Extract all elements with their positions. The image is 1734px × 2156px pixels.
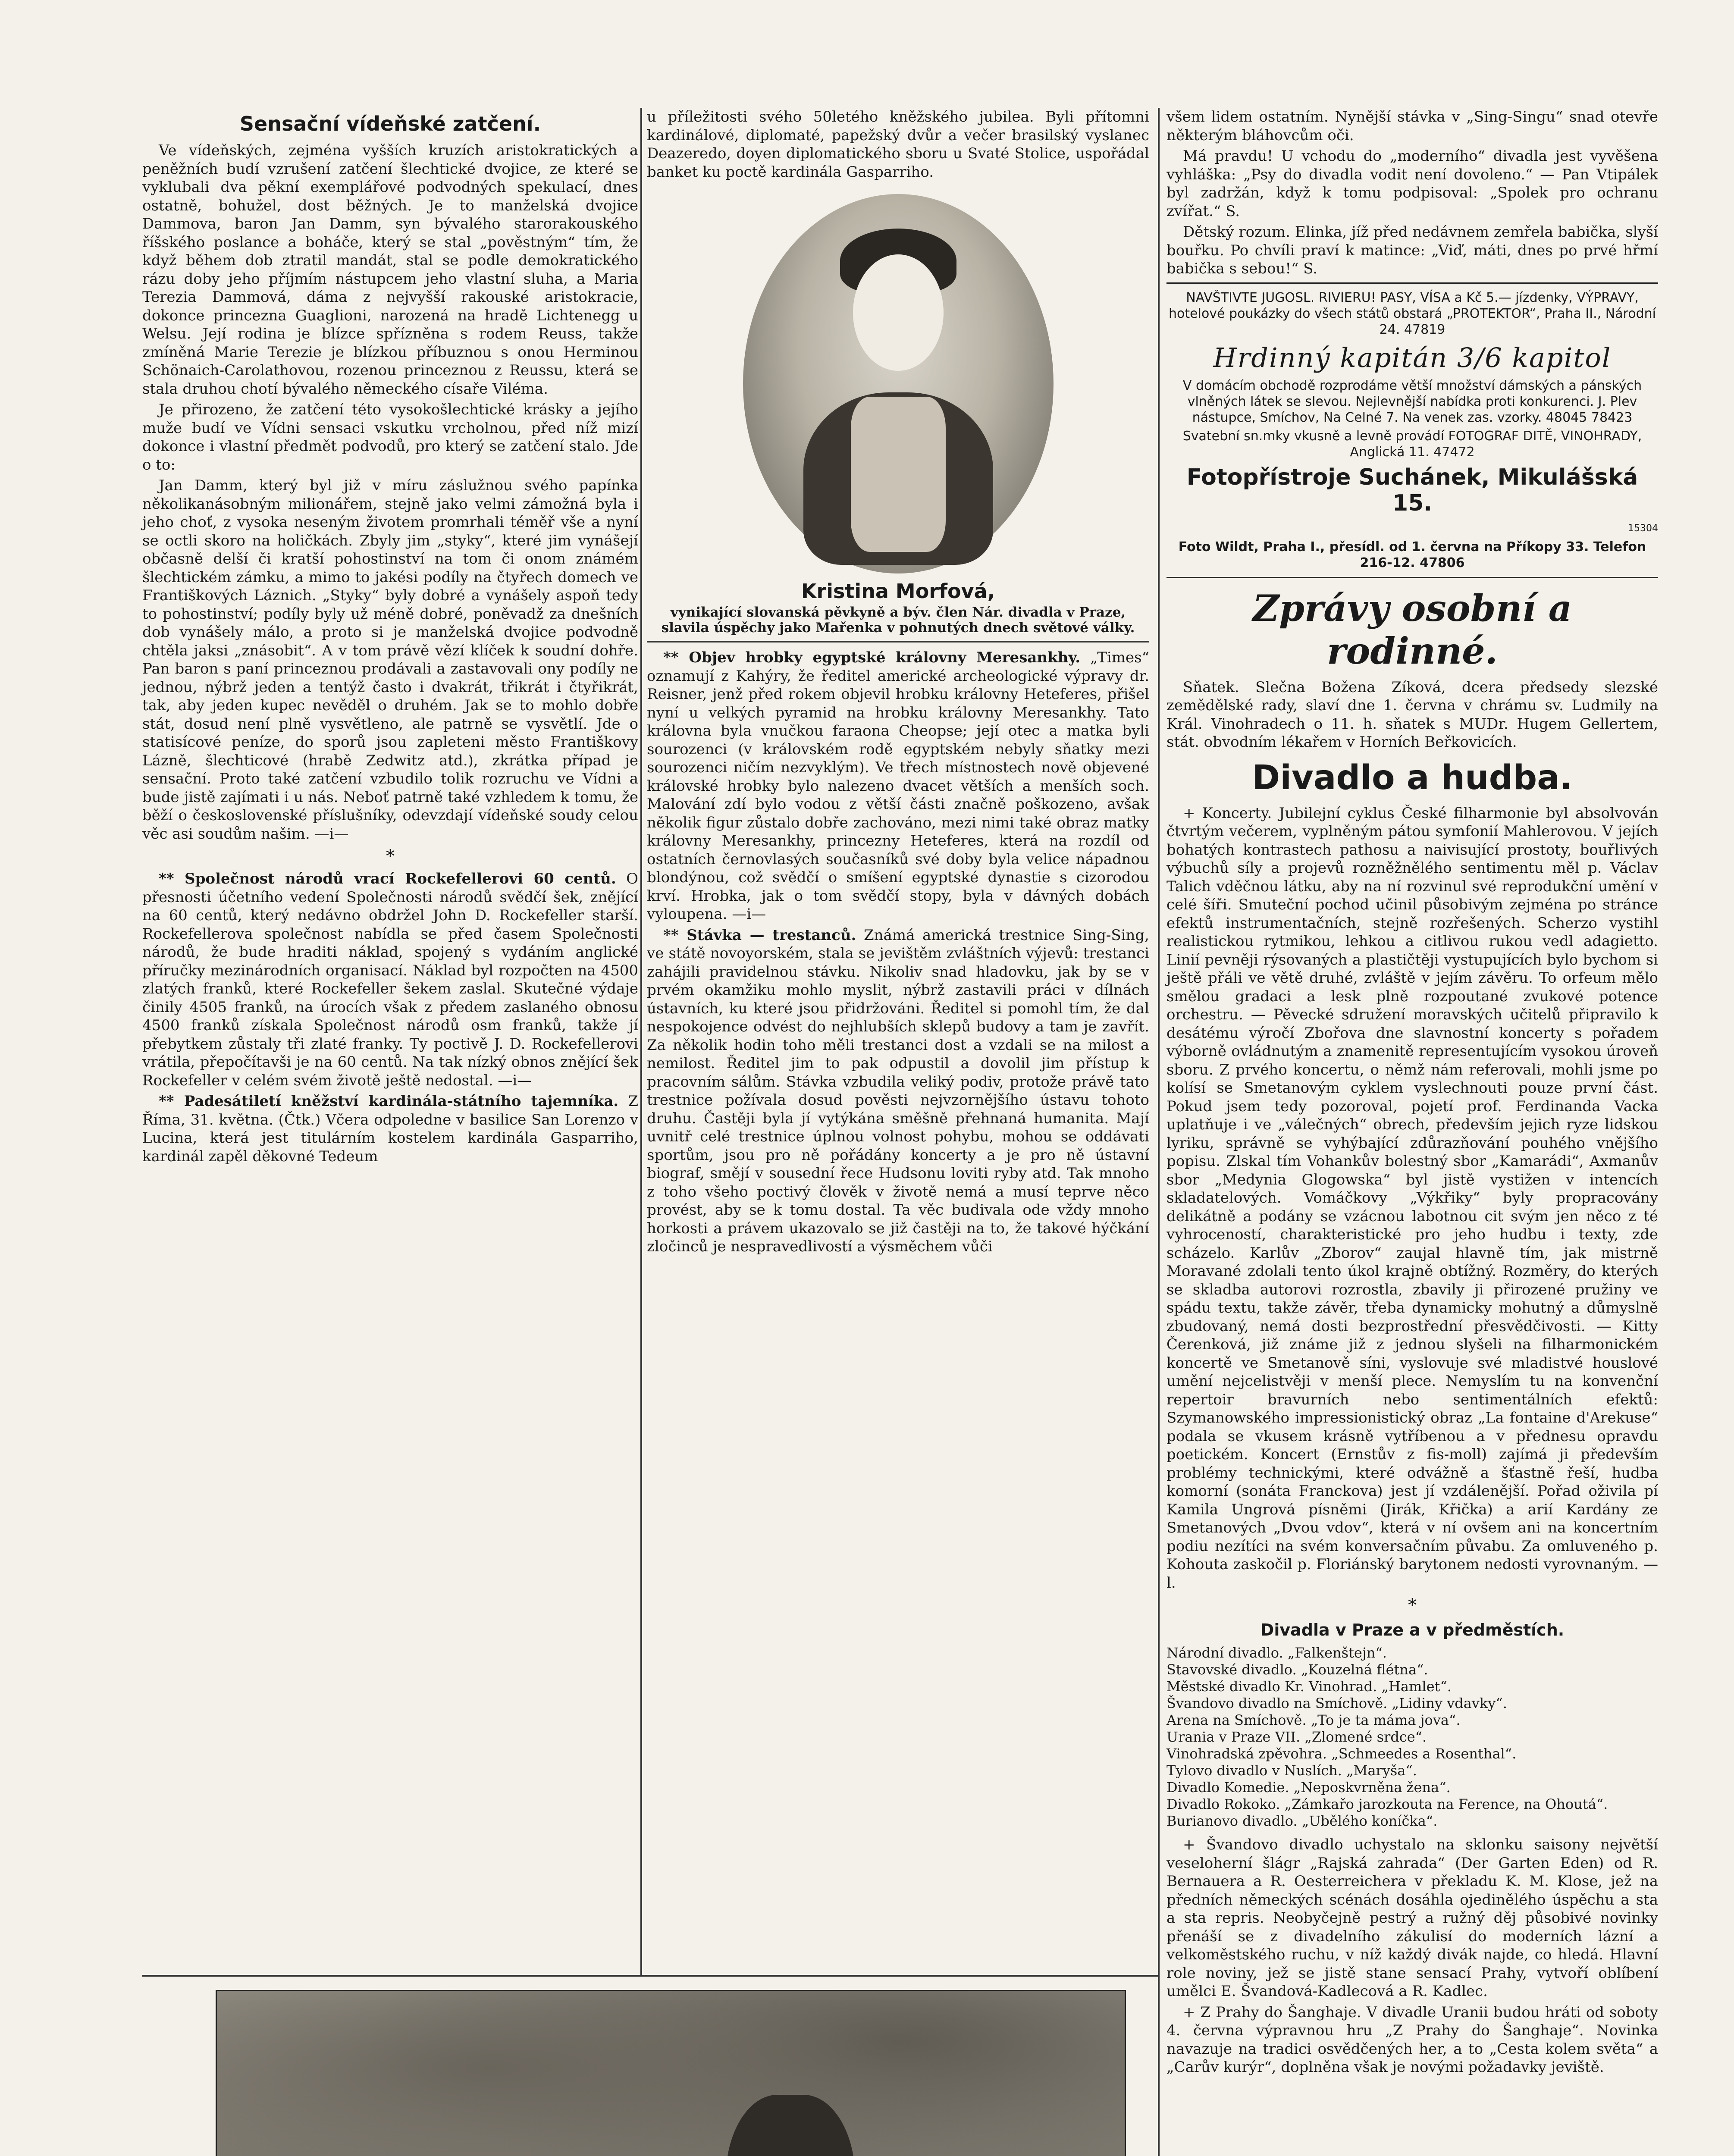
section-theatre-music: Divadlo a hudba. — [1252, 758, 1573, 797]
section-personal-news: Zprávy osobní a rodinné. — [1252, 586, 1572, 672]
separator-star: * — [386, 846, 395, 866]
article-singsing-text: Známá americká trestnice Sing-Sing, ve státě novoyorském, stala se jevištěm zvláštních výjevů: trestanci zahájili pravidelnou stávku. Nikoliv snad hladovku, jak by se v prvém okamžiku mohlo myslit, nýbrž zastavili práci v dílnách ústavních, ku které jsou přidržováni. Ředitel si pomohl tím, že dal nespokojence odvést do nejhlubších sklepů budovy a tam je zavřít. Za několik hodin toho měli trestanci dost a vzdali se na milost a nemilost. Ředitel jim to pak odpustil a dovolil jim přístup k pracovním sálům. Stávka vzbudila veliký podiv, protože právě tato trestnice požívala dosud pověsti nejvzornějšího ústavu tohoto druhu. Častěji byla jí vytýkána směšně přehnaná humanita. Mají uvnitř celé trestnice úplnou volnost pohybu, mohou se oddávati sportům, jsou pro ně pořádány koncerty a je pro ně ústavní biograf, smějí v sousední řece Hudsonu loviti ryby atd. Tak mnoho z toho všeho poctivý člověk v životě nemá a musí teprve něco provést, aby se k tomu dostal. Ta věc budivala ode vždy mnoho horkosti a právem ukazovalo se již častěji na to, že takové hýčkání zločinců je nespravedlivostí a výsměchem vůči — [647, 926, 1149, 1255]
ad-photographer-dite: Svatební sn.mky vkusně a levně provádí FOTOGRAF DITĚ, VINOHRADY, Anglická 11. 47472 — [1182, 428, 1642, 460]
article-gasparri-text: Z Říma, 31. května. (Čtk.) Včera odpoledne v basilice San Lorenzo v Lucina, která jest titulárním kostelem kardinála Gasparriho, kardinál zapěl děkovné Tedeum — [142, 1093, 639, 1165]
article-gasparri-title: ** Padesátiletí kněžství kardinála-státního tajemníka. — [159, 1093, 619, 1110]
sanghai-notice: + Z Prahy do Šanghaje. V divadle Uranii budou hráti od soboty 4. června výpravnou hru „Z Prahy do Šanghaje“. Novinka navazuje na tradici osvědčených her, a to „Cesta kolem světa“ a „Carův kurýr“, doplněna však je novými požadavky jeviště. — [1166, 2003, 1658, 2076]
joke-child: Dětský rozum. Elinka, jíž před nedávnem zemřela babička, slyší bouřku. Po chvíli praví k matince: „Viď, máti, dnes po prvé hřmí babička s sebou!“ S. — [1166, 223, 1658, 277]
ad-suchanek-number: 15304 — [1628, 523, 1658, 534]
article-gasparri — [142, 1092, 638, 1166]
theatre-list — [1166, 1645, 1658, 1830]
theatre-list-title: Divadla v Praze a v předměstích. — [1260, 1620, 1565, 1639]
article-rockefeller — [142, 870, 638, 1090]
joke-theatre: Má pravdu! U vchodu do „moderního“ divadla jest vyvěšena vyhláška: „Psy do divadla vodit není dovoleno.“ — Pan Vtipálek byl zadržán, když k tomu podpisoval: „Spolek pro ochranu zvířat.“ S. — [1166, 147, 1658, 220]
article-vienna-p3: Jan Damm, který byl již v míru záslužnou svého papínka několikanásobným milionářem, stejně jako velmi zámožná byla i jeho choť, z vysoka neseným životem promrhali téměř vše a nyní se octli skoro na holičkách. Zbyly jim „styky“, které jim vynášejí občasně delší či kratší pohostinství na tom či onom známém šlechtickém zámku, a mimo to jakési podíly na čtyřech domech ve Františkových Láznich. „Styky“ byly dobré a vynášely aspoň tedy to pohostinství; podíly byly už méně dobré, poněvadž za dnešních dob vynášely málo, a proto si je manželská dvojice podvodně chtěla jaksi „znásobit“. A v tom právě vězí klíček k soudní dohře. Pan baron s paní princeznou prodávali a zastavovali ony podíly ne jednou, nýbrž jeden a tentýž často i dvakrát, třikrát i čtyřikrát, tak, aby jeden kupec nevěděl o druhém. Jak se to mohlo dobře stát, dosud není plně vysvětleno, ale patrně se vysvětlí. Jde o statisícové peníze, do sporů jsou zapleteni město Františkovy Lázně, šlechticové (hrabě Zedwitz atd.), zkrátka případ je sensační. Proto také zatčení vzbudilo tolik rozruchu ve Vídni a bude jistě zajímati i u nás. Neboť patrně také vzhledem k tomu, že běží o československé příslušníky, odevzdají vídeňské soudy celou věc asi soudům našim. —i— — [142, 477, 638, 843]
wedding-notice: Sňatek. Slečna Božena Zíková, dcera předsedy slezské zemědělské rady, slaví dne 1. června v chrámu sv. Ludmily na Král. Vinohradech o 11. h. sňatek s MUDr. Hugem Gellertem, stát. obvodním lékařem v Horních Beřkovicích. — [1166, 678, 1658, 751]
portrait-photo — [743, 194, 1054, 573]
theatre-item: Městské divadlo Kr. Vinohrad. „Hamlet“. — [1166, 1678, 1452, 1695]
ad-handwritten: Hrdinný kapitán 3/6 kapitol — [1213, 342, 1612, 373]
portrait-rule — [647, 641, 1149, 642]
column-middle — [647, 108, 1149, 1259]
svanda-notice: + Švandovo divadlo uchystalo na sklonku saisony největší veseloherní šlágr „Rajská zahrada“ (Der Garten Eden) od R. Bernauera a R. Oesterreichera v překladu K. M. Klose, jež na předních německých scénách dosáhla ojedinělého úspěchu a sta a sta repris. Neobyčejně pestrý a ružný děj působivé novinky přenáší se z divadelního zákulisí do moderních lázní a velkoměstského ruchu, v níž každý divák najde, co hledá. Hlavní role noviny, jež se jistě stane sensací Prahy, vytvoří oblíbení umělci E. Švandová-Kadlecová a R. Kadlec. — [1166, 1836, 1658, 2000]
motorcycle-photo — [216, 1990, 1126, 2156]
separator-star-2: * — [1408, 1595, 1417, 1615]
ad-foto-wildt: Foto Wildt, Praha I., přesídl. od 1. června na Příkopy 33. Telefon 216-12. 47806 — [1178, 539, 1646, 570]
theatre-item: Švandovo divadlo na Smíchově. „Lidiny vdavky“. — [1166, 1695, 1507, 1711]
ad-fabrics: V domácím obchodě rozprodáme větší množství dámských a pánských vlněných látek se slevou. Nejlevnější nabídka proti konkurenci. J. Plev nástupce, Smíchov, Na Celné 7. Na venek zas. vzorky. 48045 78423 — [1182, 378, 1642, 425]
article-egypt — [647, 649, 1149, 924]
article-singsing-cont: všem lidem ostatním. Nynější stávka v „Sing-Singu“ snad otevře některým bláhovcům oči. — [1166, 108, 1658, 144]
column-right — [1166, 108, 1658, 2079]
column-rule-2 — [1158, 108, 1160, 2156]
theatre-item: Tylovo divadlo v Nuslích. „Maryša“. — [1166, 1762, 1417, 1779]
article-vienna-p1: Ve vídeňských, zejména vyšších kruzích aristokratických a peněžních budí vzrušení zatčení šlechtické dvojice, ze které se vyklubali dva pěkní exemplářové podvodných spekulací, dnes ostatně, bohužel, dost běžných. Je to manželská dvojice Dammova, baron Jan Damm, syn bývalého starorakouského říšského poslance a boháče, který se stal „pověstným“ tím, že když během dob ztratil mandát, stal se podle demokratického rázu doby jeho příjmím nástupcem jeho vlastní sluha, a Maria Terezia Dammová, dáma z nejvyšší rakouské aristokracie, dokonce princezna Guaglioni, narozená na hradě Lichtenegg u Welsu. Její rodina je blízce spřízněna s rodem Reuss, takže zmíněná Marie Terezie je blízkou příbuznou s onou Herminou Schönaich-Carolathovou, rozenou princeznou z Reussu, která se stala druhou chotí bývalého německého císaře Viléma. — [142, 142, 638, 398]
ad-protektor: NAVŠTIVTE JUGOSL. RIVIERU! PASY, VÍSA a Kč 5.— jízdenky, VÝPRAVY, hotelové poukázky do všech států obstará „PROTEKTOR“, Praha II., Národní 24. 47819 — [1169, 290, 1656, 337]
article-gasparri-cont: u příležitosti svého 50letého kněžského jubilea. Byli přítomni kardinálové, diplomaté, papežský dvůr a večer brasilský vyslanec Deazeredo, doyen diplomatického sboru u Svaté Stolice, uspořádal banket ku poctě kardinála Gasparriho. — [647, 108, 1149, 181]
theatre-item: Divadlo Rokoko. „Zámkařo jarozkouta na Ference, na Ohoutá“. — [1166, 1796, 1608, 1812]
theatre-item: Vinohradská zpěvohra. „Schmeedes a Rosenthal“. — [1166, 1745, 1517, 1762]
article-egypt-title: ** Objev hrobky egyptské královny Meresankhy. — [663, 649, 1081, 666]
theatre-item: Arena na Smíchově. „To je ta máma jova“. — [1166, 1712, 1461, 1728]
ads-block — [1166, 282, 1658, 578]
theatre-item: Divadlo Komedie. „Neposkvrněna žena“. — [1166, 1779, 1451, 1796]
headline-vienna-arrest: Sensační vídeňské zatčení. — [239, 112, 541, 135]
photo-top-rule — [142, 1975, 1158, 1977]
article-singsing — [647, 926, 1149, 1256]
portrait-name: Kristina Morfová, — [801, 580, 995, 603]
theatre-item: Národní divadlo. „Falkenštejn“. — [1166, 1645, 1387, 1661]
theatre-item: Burianovo divadlo. „Ubělého koníčka“. — [1166, 1813, 1438, 1829]
article-rockefeller-text: O přesnosti účetního vedení Společnosti národů svědčí šek, znějící na 60 centů, který nedávno obdržel John D. Rockefeller starší. Rockefellerova společnost nabídla se před časem Společnosti národů, že bude hraditi náklad, spojený s vydáním anglické příručky mezinárodních organisací. Náklad byl rozpočten na 4500 zlatých franků, které Rockefeller šekem zaslal. Skutečné výdaje činily 4505 franků, na úrocích však z předem zaslaného obnosu 4500 franků získala Společnost národů osm franků, takže jí přebytkem zůstaly tři zlaté franky. Ty poctivě J. D. Rockefellerovi vrátila, přepočítavši je na 60 centů. Na tak nízký obnos znějící šek Rockefeller v celém svém životě ještě nedostal. —i— — [142, 870, 639, 1089]
theatre-item: Urania v Praze VII. „Zlomené srdce“. — [1166, 1729, 1427, 1745]
column-left — [142, 108, 638, 1168]
concert-review: + Koncerty. Jubilejní cyklus České filharmonie byl absolvován čtvrtým večerem, vyplněným pátou symfonií Mahlerovou. V jejích bohatých kontrastech pathosu a naivisující prostoty, bouřlivých výbuchů síly a projevů rozněžnělého sentimentu měl p. Václav Talich vděčnou látku, aby na ní rozvinul své reprodukční umění v celé šíři. Smuteční pochod učinil působivým zejména po stránce efektů instrumentačních, stejně rozřešených. Scherzo vystihl realistickou rytmikou, lehkou a citlivou rukou vedl adagietto. Linií pevněji rýsovaných a plastičtěji vystupujících bylo bychom si ještě přáli ve větě druhé, zvláště v jejím závěru. To orfeum mělo smělou gradaci a lesk plně rozpoutané zvukové potence orchestru. — Pěvecké sdružení moravských učitelů připravilo k desátému výročí Zbořova dne slavnostní koncerty s pořadem výborně ovládnutým a znamenitě representujícím vysokou úroveň sboru. Z prvého koncertu, o němž nám referovali, mohli jsme po kolísí se Smetanovým cyklem vyslechnouti pouze první část. Pokud jsem tedy pozoroval, pojetí prof. Ferdinanda Vacka uplatňuje i ve „válečných“ obrech, především jejich ryze lidskou lyriku, správně se vyhýbající zdůrazňování pouhého vnějšího popisu. Zlskal tím Vohankův bolestný sbor „Kamarádi“, Axmanův sbor „Medynia Glogowska“ byl jistě vystižen v intencích skladatelových. Vomáčkovy „Výkřiky“ byly propracovány delikátně a podány se vzácnou labotnou cit svým jen něco z té vyhroceností, charakteristické pro jeho hudbu i texty, zde scházelo. Karlův „Zborov“ zaujal hlavně tím, jak mistrně Moravané zdolali tento úkol krajně obtížný. Rozměry, do kterých se skladba autorovi rozrostla, zbavily ji přirozené pružiny ve spádu textu, takže závěr, třeba dynamicky mohutný a důmyslně zbudovaný, nemá dosti bezprostřední přesvědčivosti. — Kitty Čerenková, již známe již z jednou slyšeli na filharmonickém koncertě ve Smetanově síni, vyslovuje své mladistvé houslové umění nejcelistvěji v menší plece. Nemyslím tu na konvenční repertoir bravurních nebo sentimentálních efektů: Szymanowského impressionistický obraz „La fontaine d'Arekuse“ podala se vkusem krásně vytříbenou a v přednesu opravdu poetickém. Koncert (Ernstův z fis-moll) zajímá ji především problémy technickými, které odvážně a šťastně řeší, hudba komorní (sonáta Franckova) jest jí vzdálenější. Pořad oživila pí Kamila Ungrová písněmi (Jirák, Křička) a arií Kardány ze Smetanových „Dvou vdov“, která v ní ovšem ani na koncertním podiu nezítíci na svém konversačním půvabu. Za omluveného p. Kohouta zaskočil p. Floriánský barytonem nedosti vyrovnaným. —l. — [1166, 804, 1658, 1592]
theatre-item: Stavovské divadlo. „Kouzelná flétna“. — [1166, 1661, 1428, 1678]
article-rockefeller-title: ** Společnost národů vrací Rockefellerovi 60 centů. — [159, 870, 616, 887]
portrait-caption: vynikající slovanská pěvkyně a býv. člen Nár. divadla v Praze, slavila úspěchy jako Mařenka v pohnutých dnech světové války. — [661, 605, 1135, 636]
ad-suchanek: Fotopřístroje Suchánek, Mikulášská 15. — [1186, 464, 1638, 516]
article-vienna-p2: Je přirozeno, že zatčení této vysokošlechtické krásky a jejího muže budí ve Vídni sensaci vskutku vrcholnou, před níž mizí dokonce i vlastní předmět podvodů, pro který se zatčení stalo. Jde o to: — [142, 401, 638, 473]
article-singsing-title: ** Stávka — trestanců. — [663, 926, 856, 944]
article-egypt-text: „Times“ oznamují z Kahýry, že ředitel americké archeologické výpravy dr. Reisner, jenž před rokem objevil hrobku královny Heteferes, přišel nyní u velkých pyramid na hrobku královny Meresankhy. Tato královna byla vnučkou faraona Cheopse; její otec a matka byli sourozenci (v královském rodě egyptském nebyly sňatky mezi sourozenci ničím nezvyklým). Ve třech místnostech nově objevené královské hrobky bylo nalezeno dvacet větších a menších soch. Malování zdí bylo vodou z větší části značně poškozeno, avšak několik figur zůstalo dobře zachováno, mezi nimi také obraz matky královny Meresankhy, princezny Heteferes, která na rozdíl od ostatních černovlasých současníků své doby byla velice nápadnou blondýnou, což svědčí o smíšení egyptské dynastie s cizorodou krví. Hrobka, jak o tom svědčí stopy, byla v dávných dobách vyloupena. —i— — [647, 649, 1149, 923]
column-rule-1 — [640, 108, 642, 1975]
